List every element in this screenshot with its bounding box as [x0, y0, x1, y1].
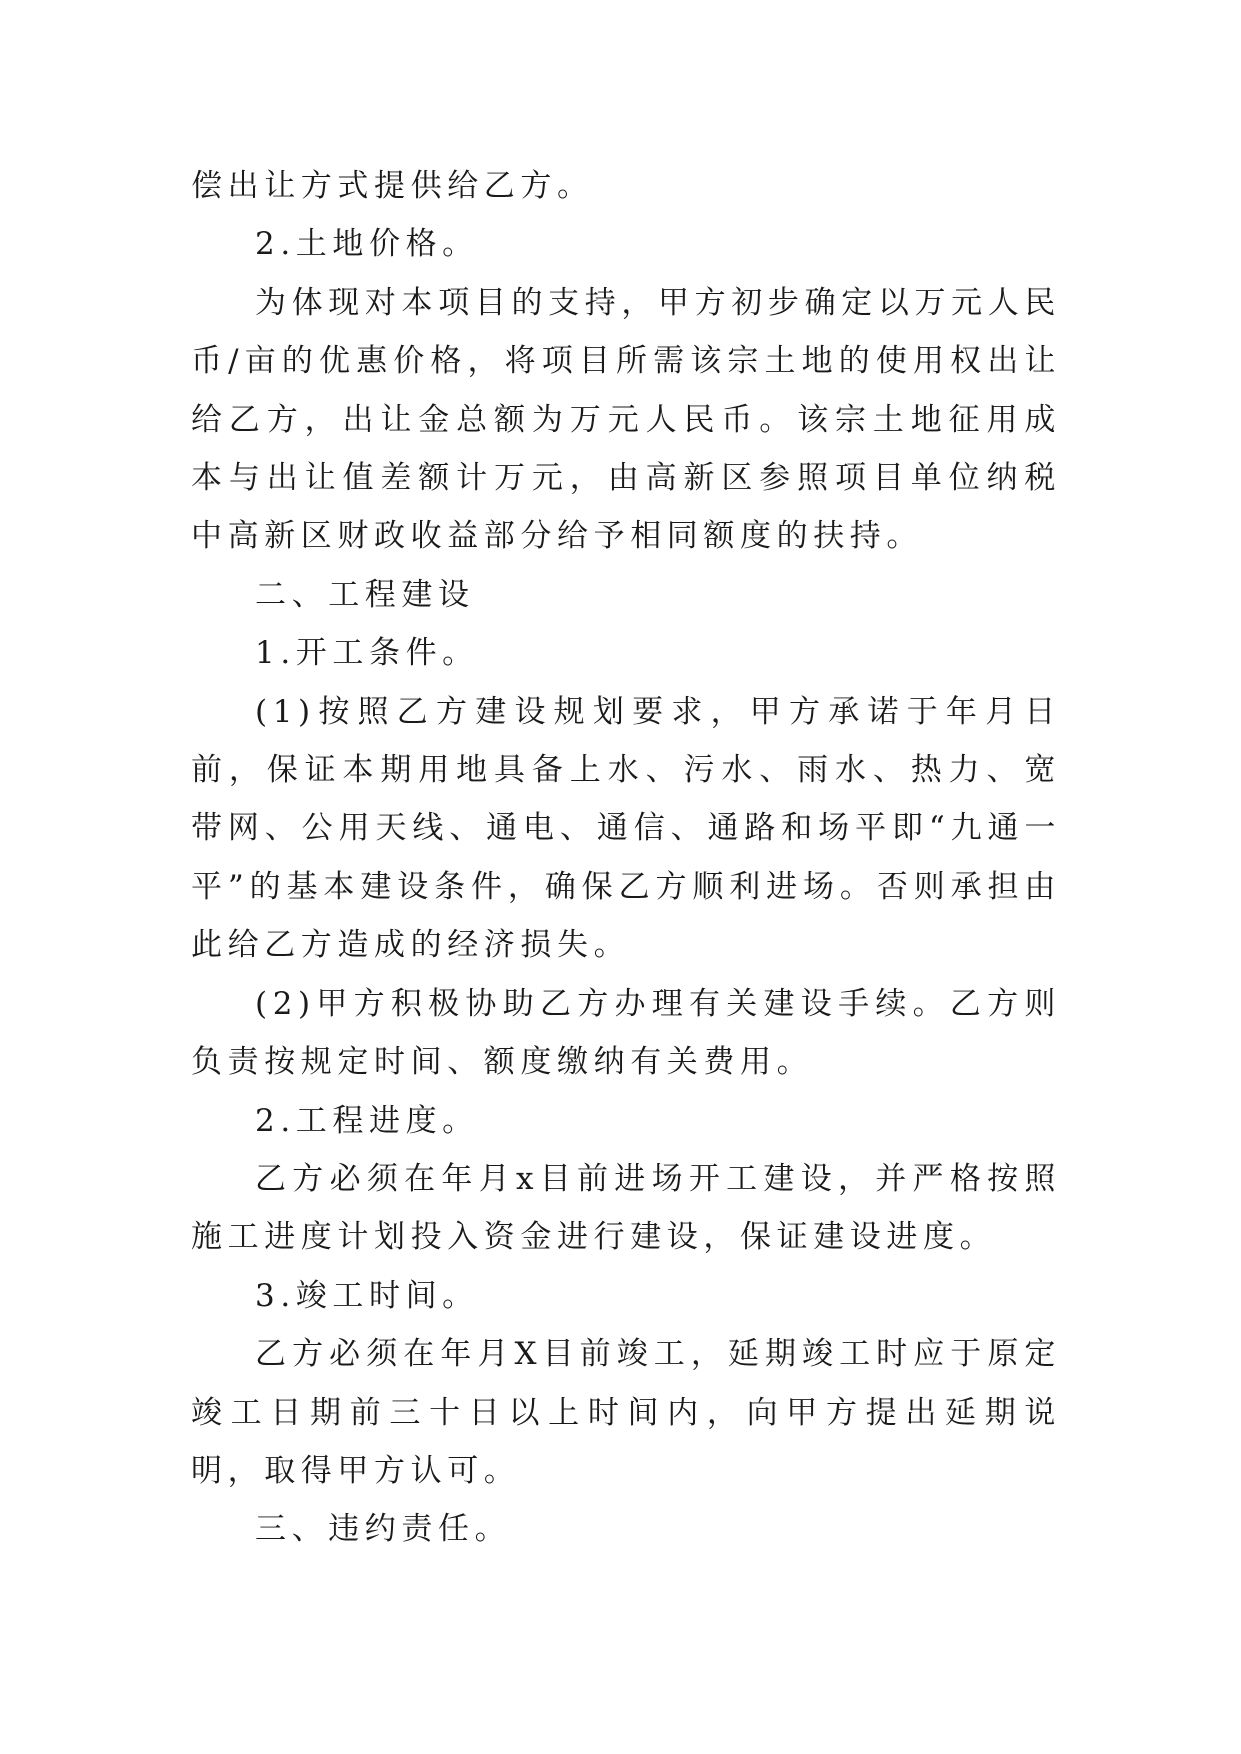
- paragraph-10-heading-completion: 3.竣工时间。: [255, 1277, 479, 1314]
- paragraph-9: 乙方必须在年月x目前进场开工建设，并严格按照施工进度计划投入资金进行建设，保证建设进度。: [191, 1160, 1061, 1256]
- paragraph-1: 偿出让方式提供给乙方。: [191, 168, 594, 204]
- paragraph-6: (1)按照乙方建设规划要求，甲方承诺于年月日前，保证本期用地具备上水、污水、雨水、热力、宽带网、公用天线、通电、通信、通路和场平即“九通一平”的基本建设条件，确保乙方顺利进场。否则承担由此给乙方造成的经济损失。: [191, 693, 1061, 964]
- paragraph-12-heading-liability: 三、违约责任。: [255, 1511, 512, 1548]
- document-body: [191, 157, 1061, 1559]
- paragraph-11: 乙方必须在年月X目前竣工，延期竣工时应于原定竣工日期前三十日以上时间内，向甲方提出延期说明，取得甲方认可。: [191, 1336, 1061, 1489]
- paragraph-3: 为体现对本项目的支持，甲方初步确定以万元人民币/亩的优惠价格，将项目所需该宗土地的使用权出让给乙方，出让金总额为万元人民币。该宗土地征用成本与出让值差额计万元，由高新区参照项目单位纳税中高新区财政收益部分给予相同额度的扶持。: [191, 284, 1061, 555]
- paragraph-4-heading-construction: 二、工程建设: [255, 576, 475, 613]
- paragraph-2-heading-land-price: 2.土地价格。: [255, 226, 479, 263]
- paragraph-7: (2)甲方积极协助乙方办理有关建设手续。乙方则负责按规定时间、额度缴纳有关费用。: [191, 985, 1061, 1081]
- paragraph-8-heading-progress: 2.工程进度。: [255, 1102, 479, 1139]
- paragraph-5-heading-start-conditions: 1.开工条件。: [255, 635, 479, 672]
